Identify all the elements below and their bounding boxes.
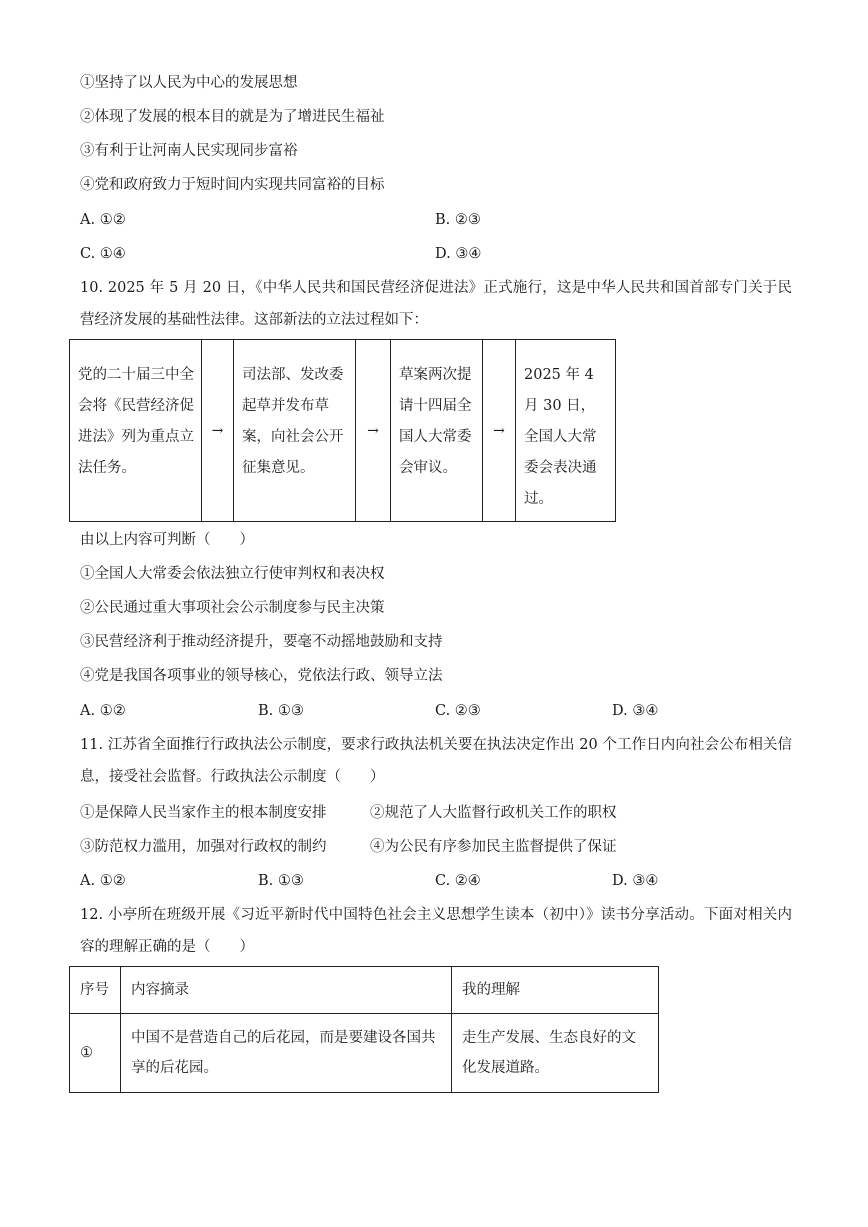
flow-step-2: [234, 340, 356, 521]
q9-option-d: D. ③④: [435, 246, 482, 262]
q10-option-c: C. ②③: [435, 703, 481, 719]
header-understanding: 我的理解: [452, 967, 659, 1014]
q11-option-c: C. ②④: [435, 873, 481, 889]
q11-statement-2: ②规范了人大监督行政机关工作的职权: [370, 805, 617, 821]
q11-statement-1: ①是保障人民当家作主的根本制度安排: [80, 805, 327, 821]
q11-option-a: A. ①②: [80, 873, 126, 889]
flow-step-1: [70, 340, 202, 521]
q9-option-a: A. ①②: [80, 212, 126, 228]
flow-step-1-text: 党的二十届三中全会将《民营经济促进法》列为重点立法任务。: [78, 367, 194, 476]
q11-stem: 11. 江苏省全面推行行政执法公示制度，要求行政执法机关要在执法决定作出 20 个工作日内向社会公布相关信息，接受社会监督。行政执法公示制度（ ）: [80, 737, 792, 785]
q11-statement-4: ④为公民有序参加民主监督提供了保证: [370, 839, 617, 855]
flow-step-3: [391, 340, 483, 521]
q10-statement-4: ④党是我国各项事业的领导核心，党依法行政、领导立法: [80, 668, 443, 684]
q10-option-b: B. ①③: [258, 703, 304, 719]
flow-step-4: [516, 340, 615, 521]
flow-step-3-text: 草案两次提请十四届全国人大常委会审议。: [399, 367, 472, 476]
q11-option-b: B. ①③: [258, 873, 304, 889]
q11-option-d: D. ③④: [612, 873, 659, 889]
q9-statement-4: ④党和政府致力于短时间内实现共同富裕的目标: [80, 177, 385, 193]
q9-option-b: B. ②③: [435, 212, 481, 228]
q9-statement-1: ①坚持了以人民为中心的发展思想: [80, 75, 298, 91]
q10-stem: 10. 2025 年 5 月 20 日，《中华人民共和国民营经济促进法》正式施行，这是中华人民共和国首部专门关于民营经济发展的基础性法律。这部新法的立法过程如下：: [80, 280, 792, 328]
q9-statement-3: ③有利于让河南人民实现同步富裕: [80, 143, 298, 159]
flow-step-4-text: 2025 年 4 月 30 日，全国人大常委会表决通过。: [524, 367, 597, 507]
q9-option-c: C. ①④: [80, 246, 126, 262]
q11-statement-3: ③防范权力滥用，加强对行政权的制约: [80, 839, 327, 855]
q10-statement-2: ②公民通过重大事项社会公示制度参与民主决策: [80, 600, 385, 616]
table-row: [70, 1014, 659, 1093]
row-1-understanding: 走生产发展、生态良好的文化发展道路。: [452, 1014, 659, 1093]
q10-legislation-flow-table: [69, 339, 616, 522]
header-index: 序号: [70, 967, 121, 1014]
q10-question: 由以上内容可判断（ ）: [80, 532, 254, 548]
flow-step-2-text: 司法部、发改委起草并发布草案，向社会公开征集意见。: [242, 367, 344, 476]
flow-arrow-2: →: [356, 340, 391, 521]
flow-arrow-1: →: [202, 340, 234, 521]
row-1-index: ①: [70, 1014, 121, 1093]
q10-statement-3: ③民营经济利于推动经济提升，要毫不动摇地鼓励和支持: [80, 634, 443, 650]
q12-content-table: [69, 966, 659, 1093]
q10-statement-1: ①全国人大常委会依法独立行使审判权和表决权: [80, 566, 385, 582]
flow-arrow-3: →: [483, 340, 516, 521]
table-header-row: [70, 967, 659, 1014]
header-excerpt: 内容摘录: [121, 967, 452, 1014]
q10-option-d: D. ③④: [612, 703, 659, 719]
row-1-excerpt: 中国不是营造自己的后花园，而是要建设各国共享的后花园。: [121, 1014, 452, 1093]
q12-stem: 12. 小亭所在班级开展《习近平新时代中国特色社会主义思想学生读本（初中）》读书分享活动。下面对相关内容的理解正确的是（ ）: [80, 907, 792, 955]
q10-option-a: A. ①②: [80, 703, 126, 719]
q9-statement-2: ②体现了发展的根本目的就是为了增进民生福祉: [80, 109, 385, 125]
